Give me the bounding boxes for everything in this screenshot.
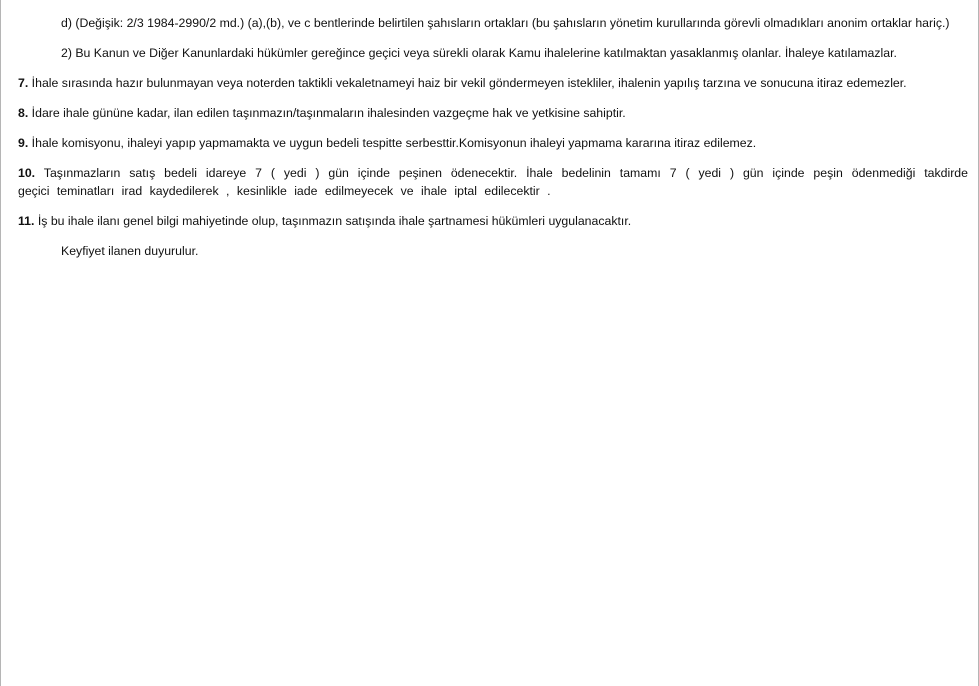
- paragraph-8-text: İdare ihale gününe kadar, ilan edilen taşınmazın/taşınmaların ihalesinden vazgeçme hak ve yetkisine sahiptir.: [28, 106, 626, 120]
- closing-line: [18, 242, 968, 260]
- paragraph-7: [18, 74, 968, 92]
- document-body: [18, 14, 968, 272]
- closing-line-text: Keyfiyet ilanen duyurulur.: [61, 244, 199, 258]
- paragraph-11-text: İş bu ihale ilanı genel bilgi mahiyetinde olup, taşınmazın satışında ihale şartnamesi hükümleri uygulanacaktır.: [34, 214, 632, 228]
- paragraph-10-number: 10.: [18, 166, 36, 180]
- paragraph-7-text: İhale sırasında hazır bulunmayan veya noterden taktikli vekaletnameyi haiz bir vekil göndermeyen istekliler, ihalenin yapılış tarzına ve sonucuna itiraz edemezler.: [28, 76, 907, 90]
- paragraph-11-number: 11.: [18, 214, 35, 228]
- paragraph-d: [18, 14, 968, 32]
- paragraph-7-number: 7.: [18, 76, 29, 90]
- paragraph-2: [18, 44, 968, 62]
- paragraph-8-number: 8.: [18, 106, 29, 120]
- paragraph-9-text: İhale komisyonu, ihaleyi yapıp yapmamakta ve uygun bedeli tespitte serbesttir.Komisyonun ihaleyi yapmama kararına itiraz edilemez.: [28, 136, 757, 150]
- paragraph-d-text: d) (Değişik: 2/3 1984-2990/2 md.) (a),(b), ve c bentlerinde belirtilen şahısların ortakları (bu şahısların yönetim kurullarında görevli olmadıkları anonim ortaklar hariç.): [61, 16, 950, 30]
- paragraph-10-text: Taşınmazların satış bedeli idareye 7 ( yedi ) gün içinde peşinen ödenecektir. İhale bedelinin tamamı 7 ( yedi ) gün içinde peşin ödenmediği takdirde geçici teminatları irad kaydedilerek , kesinlikle iade edilmeyecek ve ihale iptal edilecektir .: [18, 166, 968, 198]
- paragraph-10: [18, 164, 968, 200]
- paragraph-11: [18, 212, 968, 230]
- paragraph-2-text: 2) Bu Kanun ve Diğer Kanunlardaki hükümler gereğince geçici veya sürekli olarak Kamu ihalelerine katılmaktan yasaklanmış olanlar. İhaleye katılamazlar.: [61, 46, 897, 60]
- paragraph-9-number: 9.: [18, 136, 29, 150]
- paragraph-8: [18, 104, 968, 122]
- paragraph-9: [18, 134, 968, 152]
